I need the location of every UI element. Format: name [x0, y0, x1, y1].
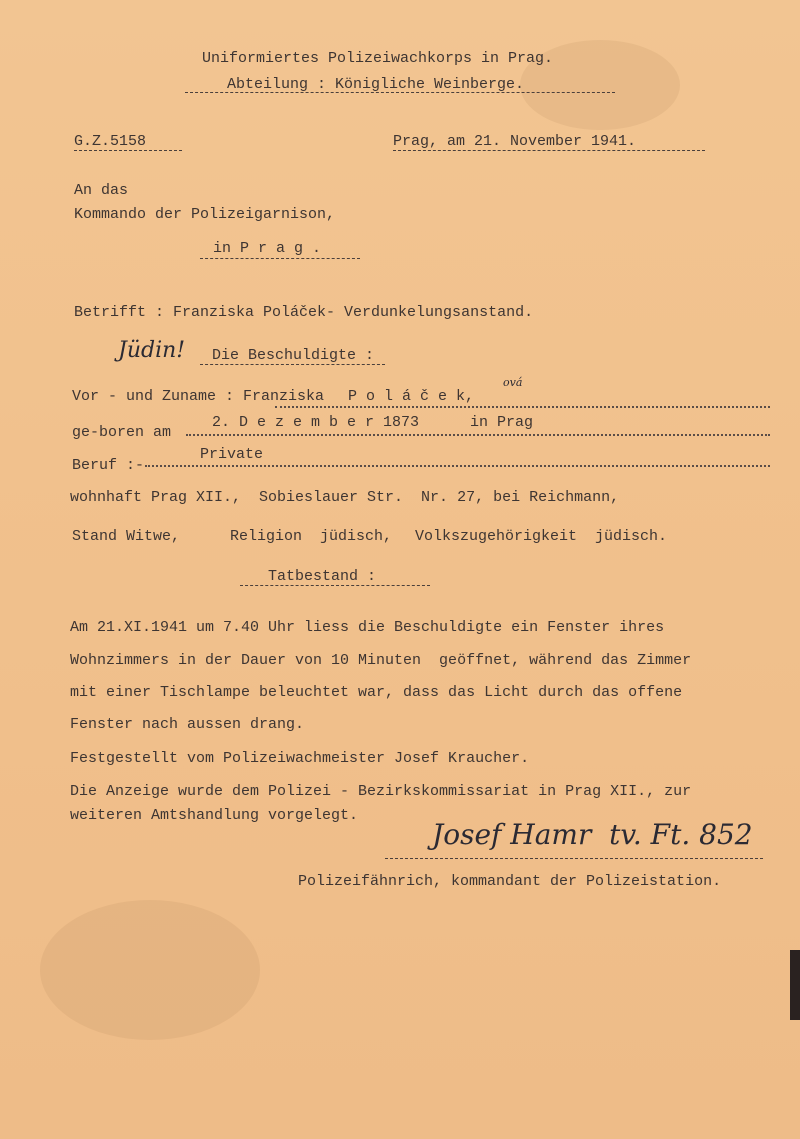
nationality-value: Volkszugehörigkeit jüdisch. — [415, 528, 668, 545]
born-date: 2. D e z e m b e r 1873 — [212, 414, 420, 431]
address-line-2: Kommando der Polizeigarnison, — [74, 206, 336, 223]
religion-value: Religion jüdisch, — [230, 528, 393, 545]
signature-line — [385, 858, 763, 859]
header-line-2: Abteilung : Königliche Weinberge. — [227, 76, 525, 93]
surname-suffix-handwritten: ová — [503, 376, 523, 389]
address-underline — [200, 258, 360, 259]
paper-stain — [40, 900, 260, 1040]
born-place: in Prag — [470, 414, 534, 431]
born-dotted-line — [186, 434, 770, 436]
facts-line-4: Fenster nach aussen drang. — [70, 716, 305, 733]
address-line-3: in P r a g . — [213, 240, 322, 257]
facts-heading: Tatbestand : — [268, 568, 377, 585]
reference-number: G.Z.5158 — [74, 133, 147, 150]
status-label: Stand Witwe, — [72, 528, 181, 545]
handwritten-signature: Josef Hamr tv. Ft. 852 — [432, 818, 753, 851]
signature-title: Polizeifähnrich, kommandant der Polizeistation. — [298, 873, 722, 890]
name-dotted-line — [275, 406, 770, 408]
facts-line-2: Wohnzimmers in der Dauer von 10 Minuten geöffnet, während das Zimmer — [70, 652, 692, 669]
surname-value: P o l á č e k, — [348, 388, 475, 405]
born-label: ge-boren am — [72, 424, 172, 441]
reference-underline — [74, 150, 182, 151]
header-line-1: Uniformiertes Polizeiwachkorps in Prag. — [202, 50, 554, 67]
name-label: Vor - und Zuname : Franziska — [72, 388, 325, 405]
address-line-1: An das — [74, 182, 129, 199]
facts-line-7: weiteren Amtshandlung vorgelegt. — [70, 807, 359, 824]
accused-heading-underline — [200, 364, 385, 365]
facts-heading-underline — [240, 585, 430, 586]
paper-edge-shadow — [790, 950, 800, 1020]
handwritten-annotation: Jüdin! — [118, 338, 186, 363]
facts-line-3: mit einer Tischlampe beleuchtet war, dass das Licht durch das offene — [70, 684, 683, 701]
facts-line-6: Die Anzeige wurde dem Polizei - Bezirkskommissariat in Prag XII., zur — [70, 783, 692, 800]
occupation-value: Private — [200, 446, 264, 463]
facts-line-5: Festgestellt vom Polizeiwachmeister Josef Kraucher. — [70, 750, 530, 767]
residence-line: wohnhaft Prag XII., Sobieslauer Str. Nr. 27, bei Reichmann, — [70, 489, 620, 506]
date-underline — [393, 150, 705, 151]
occupation-dotted-line — [145, 465, 770, 467]
subject-line: Betrifft : Franziska Poláček- Verdunkelungsanstand. — [74, 304, 534, 321]
occupation-label: Beruf :- — [72, 457, 145, 474]
facts-line-1: Am 21.XI.1941 um 7.40 Uhr liess die Beschuldigte ein Fenster ihres — [70, 619, 665, 636]
place-date: Prag, am 21. November 1941. — [393, 133, 637, 150]
accused-heading: Die Beschuldigte : — [212, 347, 375, 364]
